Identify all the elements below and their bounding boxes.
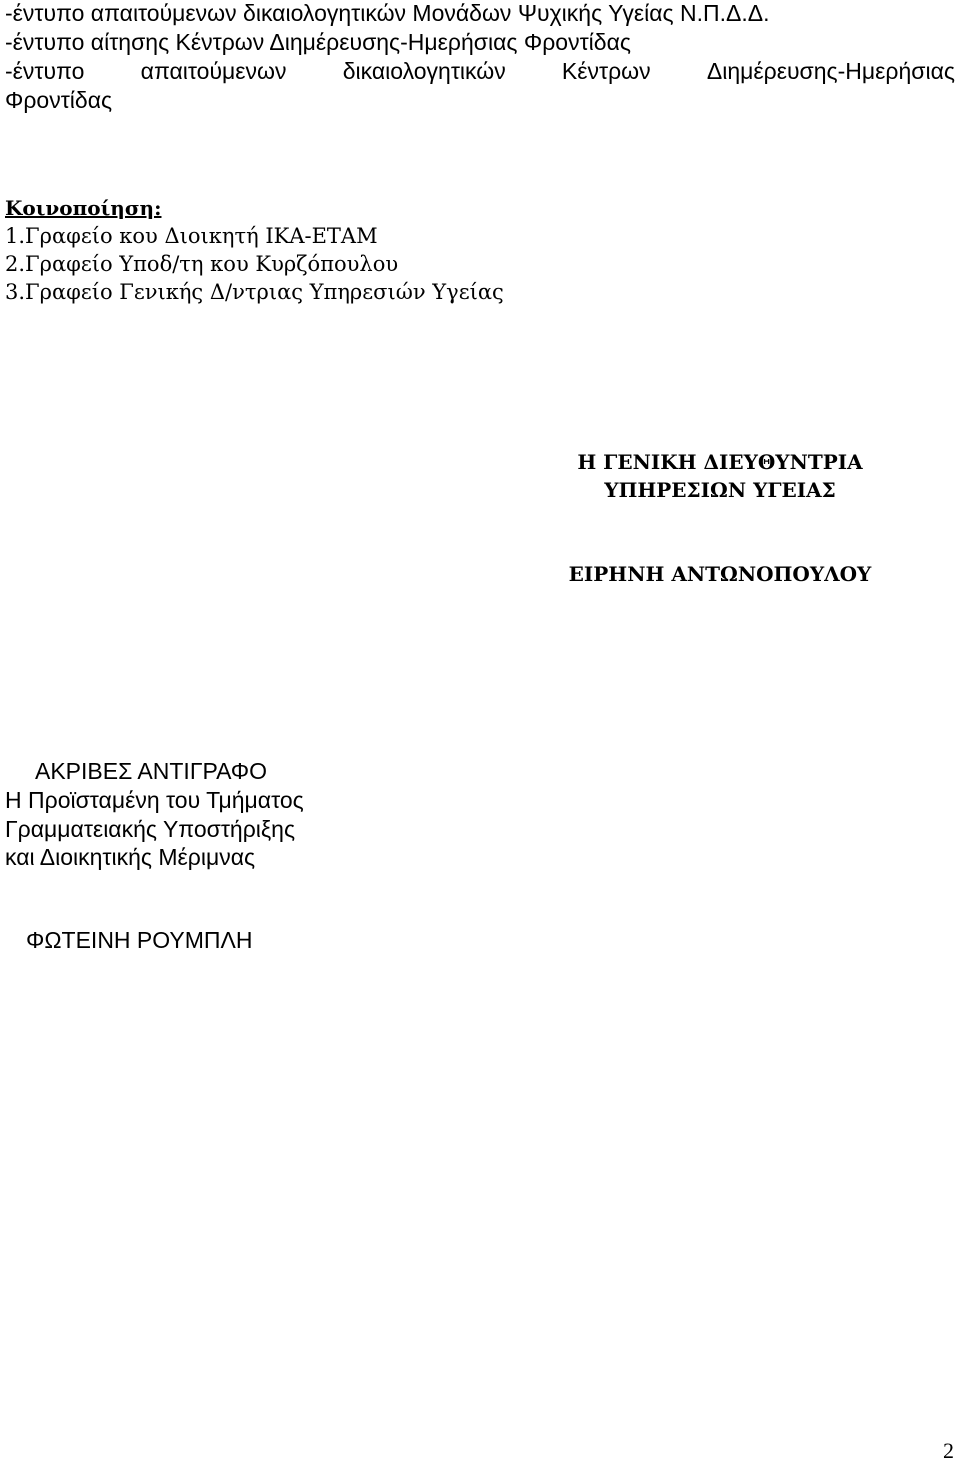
notification-item-1: 1.Γραφείο κου Διοικητή ΙΚΑ-ΕΤΑΜ [5,224,378,248]
certified-copy-role-2: Γραμματειακής Υποστήριξης [5,816,296,842]
attachment-word: δικαιολογητικών [342,58,506,84]
attachment-line-1: -έντυπο απαιτούμενων δικαιολογητικών Μονάδων Ψυχικής Υγείας Ν.Π.Δ.Δ. [5,0,770,26]
notification-item-3: 3.Γραφείο Γενικής Δ/ντριας Υπηρεσιών Υγείας [5,280,504,304]
certified-copy-heading: ΑΚΡΙΒΕΣ ΑΝΤΙΓΡΑΦΟ [35,758,268,784]
certified-copy-role-1: Η Προϊσταμένη του Τμήματος [5,787,304,813]
attachment-word: απαιτούμενων [140,58,287,84]
signature-title-line-1: Η ΓΕΝΙΚΗ ΔΙΕΥΘΥΝΤΡΙΑ [577,450,863,474]
attachment-word: -έντυπο [5,58,85,84]
notification-item-2: 2.Γραφείο Υποδ/τη κου Κυρζόπουλου [5,252,399,276]
certified-copy-name: ΦΩΤΕΙΝΗ ΡΟΥΜΠΛΗ [26,927,253,953]
signature-name: ΕΙΡΗΝΗ ΑΝΤΩΝΟΠΟΥΛΟΥ [568,562,872,586]
attachment-line-4: Φροντίδας [5,87,113,113]
attachment-line-2: -έντυπο αίτησης Κέντρων Διημέρευσης-Ημερήσιας Φροντίδας [5,29,631,55]
page-number: 2 [943,1438,954,1463]
signature-title [560,448,880,504]
attachment-word: Διημέρευσης-Ημερήσιας [706,58,955,84]
certified-copy-role-3: και Διοικητικής Μέριμνας [5,844,256,870]
attachment-line-3 [5,60,955,83]
attachment-word: Κέντρων [561,58,651,84]
signature-title-line-2: ΥΠΗΡΕΣΙΩΝ ΥΓΕΙΑΣ [604,478,836,502]
notification-title: Κοινοποίηση: [5,196,162,220]
